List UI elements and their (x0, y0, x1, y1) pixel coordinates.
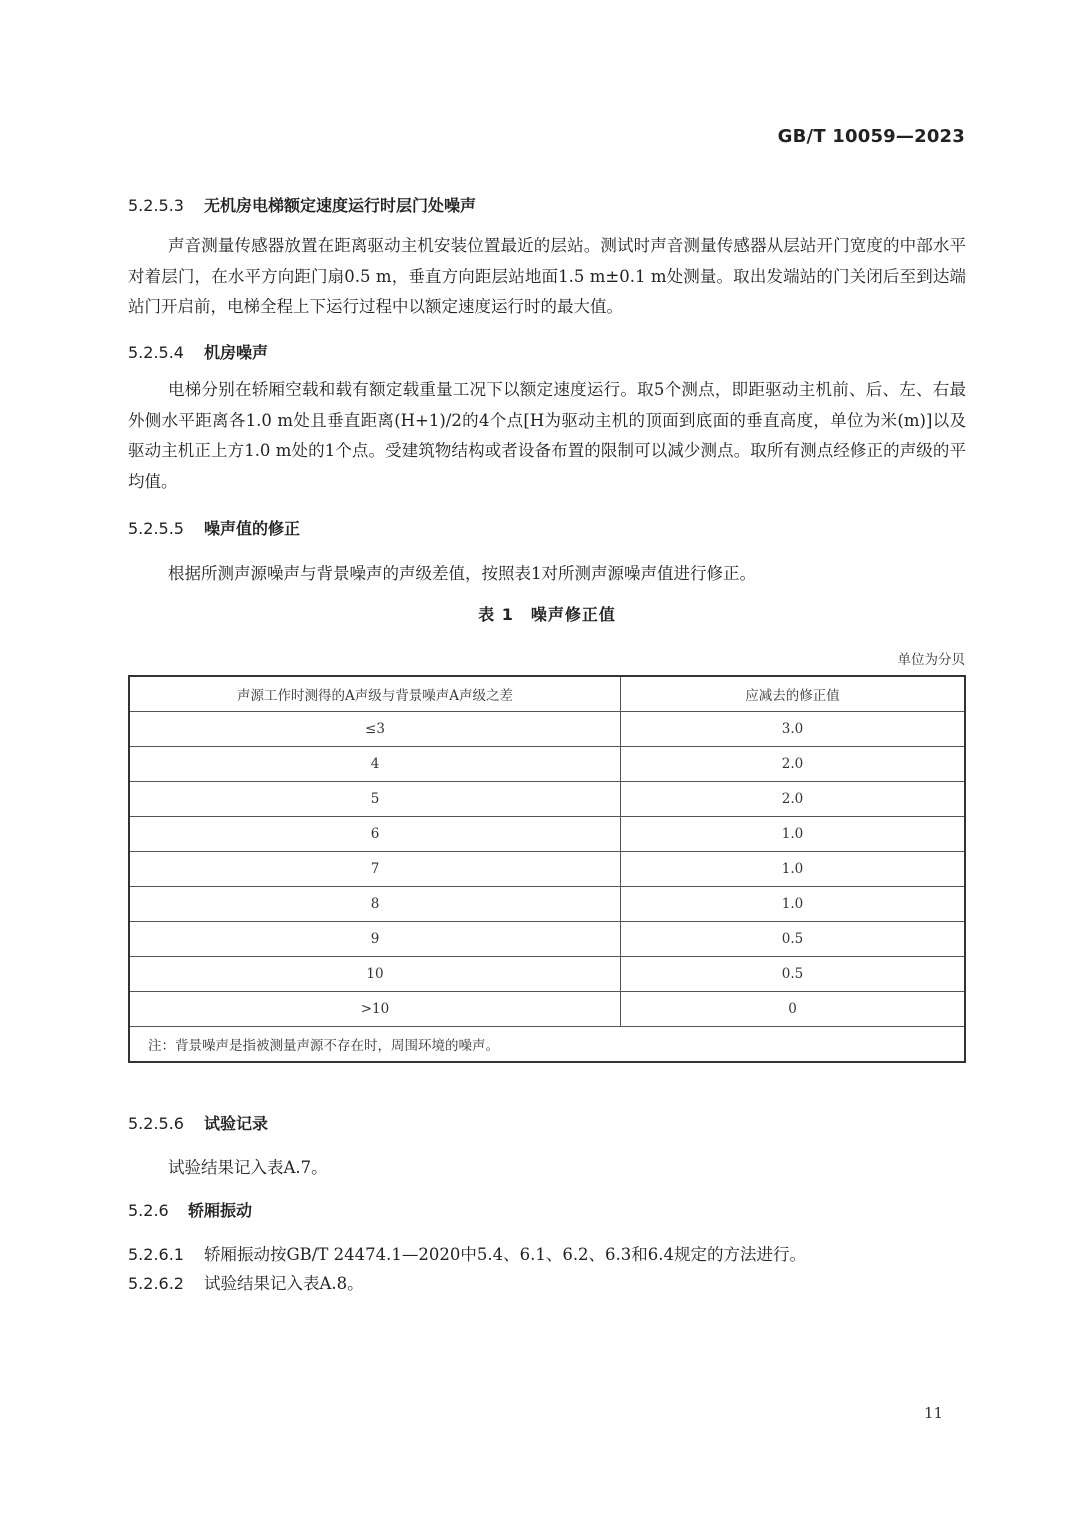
heading-5-2-5-3 (128, 193, 476, 216)
table-unit: 单位为分贝 (897, 652, 965, 668)
clause-text: 轿厢振动按GB/T 24474.1—2020中5.4、6.1、6.2、6.3和6.4规定的方法进行。 (204, 1245, 807, 1264)
table-row (129, 887, 965, 922)
noise-correction-table (128, 675, 966, 1063)
table-cell: >10 (129, 992, 621, 1027)
table-cell: 7 (129, 852, 621, 887)
table-cell: ≤3 (129, 712, 621, 747)
page-number: 11 (924, 1404, 944, 1422)
table-cell: 1.0 (621, 817, 966, 852)
table-row (129, 992, 965, 1027)
section-title: 机房噪声 (204, 343, 269, 362)
table-cell: 9 (129, 922, 621, 957)
table-cell: 6 (129, 817, 621, 852)
section-number: 5.2.5.6 (128, 1114, 184, 1133)
heading-5-2-5-5 (128, 516, 300, 539)
table-cell: 2.0 (621, 747, 966, 782)
section-title: 轿厢振动 (188, 1201, 253, 1220)
clause-number: 5.2.6.2 (128, 1274, 184, 1293)
table-row (129, 957, 965, 992)
paragraph-5-2-5-5: 根据所测声源噪声与背景噪声的声级差值，按照表1对所测声源噪声值进行修正。 (168, 564, 756, 583)
table-cell: 2.0 (621, 782, 966, 817)
table-row (129, 747, 965, 782)
standard-id: GB/T 10059—2023 (777, 126, 965, 147)
table-header-row (129, 676, 965, 712)
table-caption: 表 1 噪声修正值 (478, 605, 616, 624)
heading-5-2-5-4 (128, 340, 268, 363)
table-note: 注：背景噪声是指被测量声源不存在时，周围环境的噪声。 (129, 1027, 965, 1063)
clause-5-2-6-2 (128, 1270, 364, 1294)
column-header-correction: 应减去的修正值 (621, 676, 966, 712)
table-row (129, 712, 965, 747)
paragraph-5-2-5-3: 声音测量传感器放置在距离驱动主机安装位置最近的层站。测试时声音测量传感器从层站开门宽度的中部水平对着层门，在水平方向距门扇0.5 m，垂直方向距层站地面1.5 m±0.1 m处测量。取出发端站的门关闭后至到达端站门开启前，电梯全程上下运行过程中以额定速度运行时的最大值。 (128, 236, 966, 316)
clause-5-2-6-1 (128, 1241, 806, 1265)
table-row (129, 852, 965, 887)
table-cell: 3.0 (621, 712, 966, 747)
section-title: 无机房电梯额定速度运行时层门处噪声 (204, 196, 477, 215)
table-cell: 10 (129, 957, 621, 992)
table-cell: 0 (621, 992, 966, 1027)
column-header-difference: 声源工作时测得的A声级与背景噪声A声级之差 (129, 676, 621, 712)
table-row (129, 922, 965, 957)
paragraph-5-2-5-4: 电梯分别在轿厢空载和载有额定载重量工况下以额定速度运行。取5个测点，即距驱动主机前、后、左、右最外侧水平距离各1.0 m处且垂直距离(H+1)/2的4个点[H为驱动主机的顶面到底面的垂直高度，单位为米(m)]以及驱动主机正上方1.0 m处的1个点。受建筑物结构或者设备布置的限制可以减少测点。取所有测点经修正的声级的平均值。 (128, 380, 966, 491)
clause-text: 试验结果记入表A.8。 (204, 1274, 364, 1293)
section-number: 5.2.6 (128, 1201, 169, 1220)
table-cell: 0.5 (621, 922, 966, 957)
paragraph-5-2-5-6: 试验结果记入表A.7。 (168, 1158, 328, 1177)
section-number: 5.2.5.5 (128, 519, 184, 538)
table-cell: 1.0 (621, 852, 966, 887)
table-cell: 0.5 (621, 957, 966, 992)
table-cell: 5 (129, 782, 621, 817)
section-title: 噪声值的修正 (204, 519, 301, 538)
section-number: 5.2.5.4 (128, 343, 184, 362)
heading-5-2-5-6 (128, 1111, 268, 1134)
heading-5-2-6 (128, 1198, 252, 1221)
table-cell: 4 (129, 747, 621, 782)
clause-number: 5.2.6.1 (128, 1245, 184, 1264)
table-cell: 8 (129, 887, 621, 922)
table-cell: 1.0 (621, 887, 966, 922)
table-note-row (129, 1027, 965, 1063)
table-row (129, 782, 965, 817)
section-title: 试验记录 (204, 1114, 269, 1133)
section-number: 5.2.5.3 (128, 196, 184, 215)
table-row (129, 817, 965, 852)
